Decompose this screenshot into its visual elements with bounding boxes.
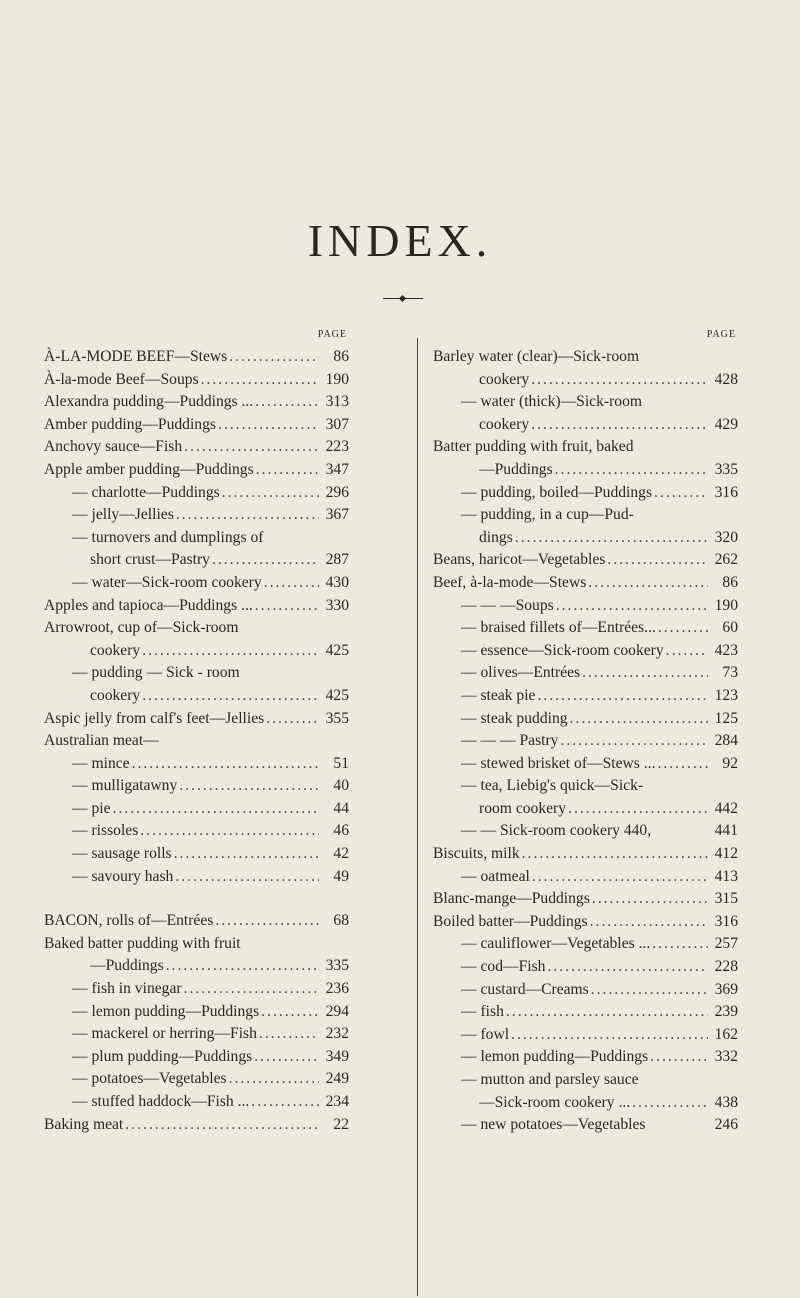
entry-page-number: 44: [333, 799, 349, 817]
entry-page-number: 441: [714, 822, 738, 840]
leader-dots: [582, 662, 708, 685]
entry-text: Amber pudding—Puddings: [44, 415, 216, 433]
entry-text: — fish in vinegar: [72, 980, 182, 998]
entry-page-number: 73: [722, 664, 738, 682]
index-column-left: [44, 328, 349, 1136]
index-entry: [433, 1046, 738, 1069]
leader-dots: [515, 527, 708, 550]
entry-page-number: 42: [333, 845, 349, 863]
index-entry: [433, 820, 738, 843]
entry-text: Biscuits, milk: [433, 845, 520, 863]
title-ornament-rule: [383, 298, 423, 299]
entry-page-number: 223: [325, 438, 349, 456]
index-entry: [433, 911, 738, 934]
entry-text: À-LA-MODE BEEF—Stews: [44, 348, 228, 365]
leader-dots: [166, 955, 319, 978]
entry-text: short crust—Pastry: [90, 551, 210, 569]
entry-text: cookery: [90, 686, 141, 704]
leader-dots: [229, 346, 319, 369]
entry-text: — fowl: [461, 1025, 510, 1043]
entry-text: — custard—Creams: [461, 980, 589, 998]
index-entry: [433, 888, 738, 911]
entry-text: —Puddings: [479, 460, 553, 478]
index-entry: [433, 708, 738, 731]
entry-page-number: 423: [714, 641, 738, 659]
index-entry-line: — water (thick)—Sick-room: [461, 393, 643, 411]
entry-text: — mackerel or herring—Fish: [72, 1025, 257, 1043]
page-column-heading: PAGE: [317, 329, 347, 340]
leader-dots: [266, 708, 319, 731]
entry-text: — potatoes—Vegetables: [72, 1070, 227, 1088]
entry-text: Blanc-mange—Puddings: [433, 890, 590, 908]
entry-text: — savoury hash: [72, 867, 174, 885]
index-entry: [433, 933, 738, 956]
leader-dots: [654, 482, 708, 505]
entry-text: Anchovy sauce—Fish: [44, 438, 183, 456]
entry-page-number: 442: [714, 799, 738, 817]
entry-page-number: 347: [325, 460, 349, 478]
index-entry: [433, 1092, 738, 1115]
entry-page-number: 332: [714, 1048, 738, 1066]
index-entry-line: Arrowroot, cup of—Sick-room: [44, 619, 239, 637]
entry-text: — olives—Entrées: [461, 664, 581, 682]
index-entry: [44, 775, 349, 798]
entry-page-number: 355: [325, 709, 349, 727]
leader-dots: [142, 685, 319, 708]
leader-dots: [532, 866, 708, 889]
entry-page-number: 430: [325, 573, 349, 591]
leader-dots: [259, 1023, 319, 1046]
index-entry: [433, 640, 738, 663]
entry-page-number: 425: [325, 641, 349, 659]
entry-page-number: 86: [722, 573, 738, 591]
entry-page-number: 125: [714, 709, 738, 727]
entry-page-number: 190: [325, 370, 349, 388]
entry-text: —Sick-room cookery ...: [479, 1093, 631, 1111]
entry-page-number: 246: [714, 1116, 738, 1134]
entry-page-number: 335: [714, 460, 738, 478]
entry-page-number: 438: [714, 1093, 738, 1111]
leader-dots: [264, 572, 319, 595]
leader-dots: [142, 640, 319, 663]
leader-dots: [568, 798, 708, 821]
index-entry: [433, 843, 738, 866]
entry-text: — sausage rolls: [72, 845, 172, 863]
leader-dots: [531, 414, 708, 437]
entry-text: Beans, haricot—Vegetables: [433, 551, 606, 569]
index-entry: [433, 1001, 738, 1024]
leader-dots: [222, 482, 319, 505]
leader-dots: [591, 979, 708, 1002]
index-entry: [44, 1023, 349, 1046]
entry-text: dings: [479, 528, 513, 546]
index-entry: [44, 1001, 349, 1024]
index-entry: [44, 1046, 349, 1069]
leader-dots: [590, 911, 708, 934]
index-entry-line: Baked batter pudding with fruit: [44, 934, 241, 952]
index-entry: [433, 956, 738, 979]
entry-text: — — — Pastry: [461, 732, 559, 750]
page-column-heading: PAGE: [706, 329, 736, 340]
entry-text: BACON, rolls of—Entrées: [44, 912, 214, 930]
index-entry: [44, 1068, 349, 1091]
entry-page-number: 428: [714, 370, 738, 388]
entry-text: Alexandra pudding—Puddings ...: [44, 393, 254, 411]
leader-dots: [256, 459, 319, 482]
entry-page-number: 40: [333, 777, 349, 795]
entry-text: — pudding, boiled—Puddings: [461, 483, 653, 501]
leader-dots: [251, 1091, 319, 1114]
index-entry: [433, 527, 738, 550]
index-entry: [433, 617, 738, 640]
entry-text: — new potatoes—Vegetables: [461, 1116, 646, 1134]
entry-page-number: 262: [714, 551, 738, 569]
index-entry: [433, 572, 738, 595]
index-entry: [44, 753, 349, 776]
index-entry: [44, 504, 349, 527]
index-entry: [44, 978, 349, 1001]
entry-text: — jelly—Jellies: [72, 506, 174, 524]
entry-page-number: 367: [325, 506, 349, 524]
index-entry-line: — pudding, in a cup—Pud-: [461, 506, 634, 524]
leader-dots: [201, 369, 319, 392]
entry-page-number: 315: [714, 890, 738, 908]
index-entry: [44, 708, 349, 731]
leader-dots: [184, 436, 319, 459]
leader-dots: [113, 798, 319, 821]
index-entry: [44, 843, 349, 866]
entry-page-number: 232: [325, 1025, 349, 1043]
index-entry: [433, 1024, 738, 1047]
index-entry: [44, 369, 349, 392]
entry-page-number: 46: [333, 822, 349, 840]
index-entry: [44, 1091, 349, 1114]
index-entry-line: Batter pudding with fruit, baked: [433, 438, 634, 456]
entry-text: cookery: [479, 415, 530, 433]
index-entry-line: Australian meat—: [44, 732, 159, 750]
entry-page-number: 294: [325, 1002, 349, 1020]
entry-text: — plum pudding—Puddings: [72, 1047, 253, 1065]
entry-text: — mince: [72, 754, 130, 772]
entry-page-number: 429: [714, 415, 738, 433]
entry-page-number: 412: [714, 845, 738, 863]
entry-page-number: 22: [333, 1115, 349, 1133]
index-entry: [44, 820, 349, 843]
entry-text: Apples and tapioca—Puddings ...: [44, 596, 253, 614]
leader-dots: [255, 391, 319, 414]
leader-dots: [658, 617, 708, 640]
index-entry: [44, 1114, 349, 1137]
index-entry: [433, 730, 738, 753]
leader-dots: [212, 549, 319, 572]
entry-text: — cod—Fish: [461, 958, 546, 976]
entry-page-number: 413: [714, 867, 738, 885]
entry-text: — braised fillets of—Entrées...: [461, 619, 656, 637]
entry-page-number: 190: [714, 596, 738, 614]
leader-dots: [218, 414, 319, 437]
index-entry: [44, 798, 349, 821]
index-entry: [433, 685, 738, 708]
leader-dots: [556, 595, 708, 618]
index-entry: [44, 459, 349, 482]
leader-dots: [522, 843, 708, 866]
entry-text: — oatmeal: [461, 867, 530, 885]
entry-page-number: 228: [714, 958, 738, 976]
entry-page-number: 92: [722, 754, 738, 772]
index-entry: [433, 595, 738, 618]
entry-text: — stewed brisket of—Stews ...: [461, 754, 656, 772]
entry-page-number: 60: [722, 619, 738, 637]
index-entry: [44, 910, 349, 933]
entry-text: —Puddings: [90, 957, 164, 975]
leader-dots: [560, 730, 708, 753]
index-entry: [433, 369, 738, 392]
page-title: INDEX.: [307, 215, 493, 266]
entry-page-number: 284: [714, 732, 738, 750]
entry-text: cookery: [479, 370, 530, 388]
entry-text: room cookery: [479, 799, 567, 817]
entry-text: Baking meat: [44, 1115, 124, 1133]
index-entry: [44, 595, 349, 618]
column-divider: [417, 338, 418, 1296]
leader-dots: [125, 1114, 319, 1137]
entry-text: — charlotte—Puddings: [72, 483, 220, 501]
entry-page-number: 68: [333, 912, 349, 930]
index-entry-line: Barley water (clear)—Sick-room: [433, 348, 640, 365]
entry-text: — — Sick-room cookery 440,: [461, 822, 652, 840]
leader-dots: [132, 753, 319, 776]
entry-page-number: 349: [325, 1047, 349, 1065]
entry-text: — steak pie: [461, 686, 536, 704]
leader-dots: [254, 1046, 319, 1069]
index-entry: [44, 955, 349, 978]
leader-dots: [652, 933, 708, 956]
leader-dots: [632, 1092, 708, 1115]
entry-page-number: 86: [333, 348, 349, 365]
entry-page-number: 234: [325, 1093, 349, 1110]
leader-dots: [175, 866, 319, 889]
leader-dots: [506, 1001, 708, 1024]
index-entry: [44, 685, 349, 708]
entry-page-number: 239: [714, 1003, 738, 1021]
index-entry: [433, 662, 738, 685]
leader-dots: [547, 956, 708, 979]
entry-text: — water—Sick-room cookery: [72, 573, 262, 591]
entry-text: Boiled batter—Puddings: [433, 912, 588, 930]
entry-page-number: 287: [325, 551, 349, 569]
entry-text: — cauliflower—Vegetables ...: [461, 935, 651, 953]
leader-dots: [140, 820, 319, 843]
entry-text: — steak pudding: [461, 709, 568, 727]
index-entry-line: — pudding — Sick - room: [72, 664, 240, 682]
entry-text: cookery: [90, 641, 141, 659]
entry-text: — stuffed haddock—Fish ...: [72, 1093, 250, 1110]
index-entry-line: — tea, Liebig's quick—Sick-: [461, 777, 644, 795]
index-entries-left: [44, 346, 349, 1136]
index-entry: [44, 391, 349, 414]
entry-text: — lemon pudding—Puddings: [461, 1048, 649, 1066]
leader-dots: [657, 753, 708, 776]
index-entries-right: [433, 346, 738, 1137]
entry-page-number: 236: [325, 980, 349, 998]
index-entry: [44, 346, 349, 369]
leader-dots: [215, 910, 319, 933]
leader-dots: [174, 843, 319, 866]
entry-text: — rissoles: [72, 822, 139, 840]
index-entry: [433, 549, 738, 572]
entry-text: — mulligatawny: [72, 777, 178, 795]
entry-spacer: [44, 888, 349, 910]
entry-page-number: 51: [333, 754, 349, 772]
index-entry-line: — mutton and parsley sauce: [461, 1071, 639, 1088]
entry-page-number: 316: [714, 912, 738, 930]
leader-dots: [537, 685, 708, 708]
entry-page-number: 123: [714, 686, 738, 704]
index-entry: [44, 482, 349, 505]
entry-page-number: 316: [714, 483, 738, 501]
entry-page-number: 330: [325, 596, 349, 614]
entry-page-number: 162: [714, 1025, 738, 1043]
entry-text: Apple amber pudding—Puddings: [44, 460, 254, 478]
index-entry: [44, 866, 349, 889]
index-entry-line: — turnovers and dumplings of: [72, 528, 264, 546]
entry-page-number: 49: [333, 867, 349, 885]
index-entry: [44, 549, 349, 572]
entry-page-number: 249: [325, 1070, 349, 1088]
index-entry: [433, 979, 738, 1002]
entry-page-number: 313: [325, 393, 349, 411]
index-entry: [44, 436, 349, 459]
index-column-right: [433, 328, 738, 1137]
leader-dots: [531, 369, 708, 392]
index-entry: [433, 798, 738, 821]
leader-dots: [570, 708, 708, 731]
leader-dots: [650, 1046, 708, 1069]
index-entry: [433, 459, 738, 482]
entry-text: Beef, à-la-mode—Stews: [433, 573, 587, 591]
index-entry: [433, 866, 738, 889]
entry-page-number: 296: [325, 483, 349, 501]
leader-dots: [555, 459, 708, 482]
entry-text: — lemon pudding—Puddings: [72, 1002, 260, 1020]
entry-page-number: 320: [714, 528, 738, 546]
leader-dots: [588, 572, 708, 595]
entry-text: À-la-mode Beef—Soups: [44, 370, 199, 388]
index-entry: [44, 572, 349, 595]
entry-page-number: 425: [325, 686, 349, 704]
index-entry: [433, 482, 738, 505]
entry-text: — — —Soups: [461, 596, 554, 614]
index-entry: [433, 1114, 738, 1137]
entry-text: — pie: [72, 799, 111, 817]
entry-page-number: 307: [325, 415, 349, 433]
leader-dots: [592, 888, 708, 911]
leader-dots: [229, 1068, 319, 1091]
index-entry: [44, 640, 349, 663]
entry-page-number: 369: [714, 980, 738, 998]
entry-text: — fish: [461, 1003, 504, 1021]
leader-dots: [511, 1024, 708, 1047]
entry-text: — essence—Sick-room cookery: [461, 641, 664, 659]
leader-dots: [607, 549, 708, 572]
leader-dots: [176, 504, 319, 527]
index-entry: [44, 414, 349, 437]
leader-dots: [261, 1001, 319, 1024]
leader-dots: [179, 775, 319, 798]
index-entry: [433, 414, 738, 437]
index-entry: [433, 753, 738, 776]
leader-dots: [255, 595, 319, 618]
entry-page-number: 335: [325, 957, 349, 975]
entry-page-number: 257: [714, 935, 738, 953]
leader-dots: [184, 978, 319, 1001]
leader-dots: [666, 640, 708, 663]
entry-text: Aspic jelly from calf's feet—Jellies: [44, 709, 265, 727]
